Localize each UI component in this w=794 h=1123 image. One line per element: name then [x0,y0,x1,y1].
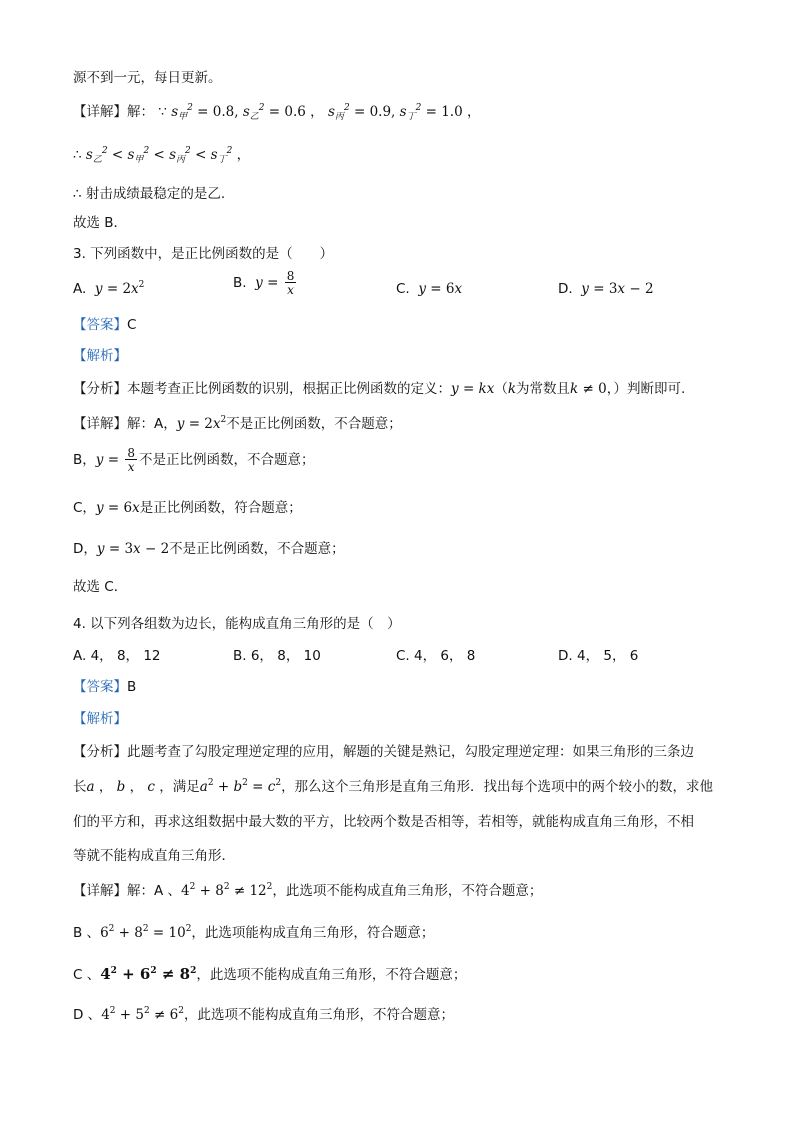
q3-stem: 3. 下列函数中，是正比例函数的是（ ） [73,246,334,262]
q4-detail-b: B 、$6^2 + 8^2 = 10^2$，此选项能构成直角三角形，符合题意； [73,924,435,941]
conclusion-line: ∴ 射击成绩最稳定的是乙. [73,186,226,202]
q4-answer: 【答案】B [73,679,137,695]
conclusion-text: 射击成绩最稳定的是乙. [85,186,226,202]
q3-options [73,269,754,308]
q4-option-d: D. 4， 5， 6 [558,648,639,664]
q3-fenxi: 【分析】本题考查正比例函数的识别，根据正比例函数的定义：y = kx（k为常数且k ≠ 0，）判断即可. [73,381,686,397]
q3-option-c: C. y = 6x [396,281,463,297]
q4-option-a: A. 4， 8， 12 [73,648,161,664]
q3-detail-d: D，y = 3x − 2不是正比例函数，不合题意； [73,541,345,557]
therefore-symbol: ∴ [73,147,82,163]
q4-option-c: C. 4， 6， 8 [396,648,476,664]
answer-label: 【答案】 [73,317,127,333]
q4-detail-a: 【详解】解：A 、$4^2 + 8^2 \ne 12^2$，此选项不能构成直角三角形，不符合题意； [73,882,543,899]
q3-analysis: 【解析】 [73,348,127,364]
q3-answer [73,314,754,336]
q3-option-d: D. y = 3x − 2 [558,281,654,297]
q3-detail-b: B，y = $\frac{8}{x}$ 不是正比例函数，不合题意； [73,446,315,474]
detail-line-variance: 【详解】解： ∵ $s_甲^2 = 0.8$, $s_乙^2 = 0.6$ ， $s_丙^2 = 0.9$, $s_丁^2 = 1.0$ ， [73,103,481,122]
q3-detail-a: 【详解】解：A，$y = 2x^2$不是正比例函数，不合题意； [73,415,402,432]
q4-fenxi-4: 等就不能构成直角三角形． [73,848,235,864]
choose-b-line: 故选 B． [73,215,128,231]
q4-fenxi-1: 【分析】此题考查了勾股定理逆定理的应用，解题的关键是熟记，勾股定理逆定理：如果三角形的三条边 [73,744,694,760]
intro-text: 源不到一元，每日更新。 [73,70,222,86]
q4-options [73,645,754,667]
text-line-intro [73,67,754,89]
detail-label: 【详解】 [73,104,127,120]
variance-values: $s_甲^2 = 0.8$, $s_乙^2 = 0.6$ [171,103,306,122]
q3-option-b: B. y = $\frac{8}{x}$ [233,269,295,297]
q4-fenxi-2: 长a ， b ， c ，满足$a^2 + b^2 = c^2$，那么这个三角形是直角三角形．找出每个选项中的两个较小的数，求他 [73,778,714,795]
q4-detail-d: D 、$4^2 + 5^2 \ne 6^2$，此选项不能构成直角三角形，不符合题意； [73,1006,454,1023]
q3-choose: 故选 C． [73,579,128,595]
q4-analysis: 【解析】 [73,711,127,727]
q4-fenxi-3: 们的平方和，再求这组数据中最大数的平方，比较两个数是否相等，若相等，就能构成直角三角形，不相 [73,814,694,830]
answer-value: C [127,317,137,333]
because-symbol: ∵ [158,104,167,120]
q4-stem: 4. 以下列各组数为边长，能构成直角三角形的是（ ） [73,616,401,632]
q4-option-b: B. 6， 8， 10 [233,648,321,664]
q3-option-a: A. $y = 2x^2$ [73,280,145,297]
order-line: ∴ $s_乙^2 < s_甲^2 < s_丙^2 < s_丁^2$ ， [73,146,251,165]
q4-detail-c: C 、$4^2 + 6^2 \ne 8^2$，此选项不能构成直角三角形，不符合题意； [73,965,467,983]
q3-detail-c: C，y = 6x是正比例函数，符合题意； [73,500,302,516]
variance-order: $s_乙^2 < s_甲^2 < s_丙^2 < s_丁^2$ [85,146,233,165]
